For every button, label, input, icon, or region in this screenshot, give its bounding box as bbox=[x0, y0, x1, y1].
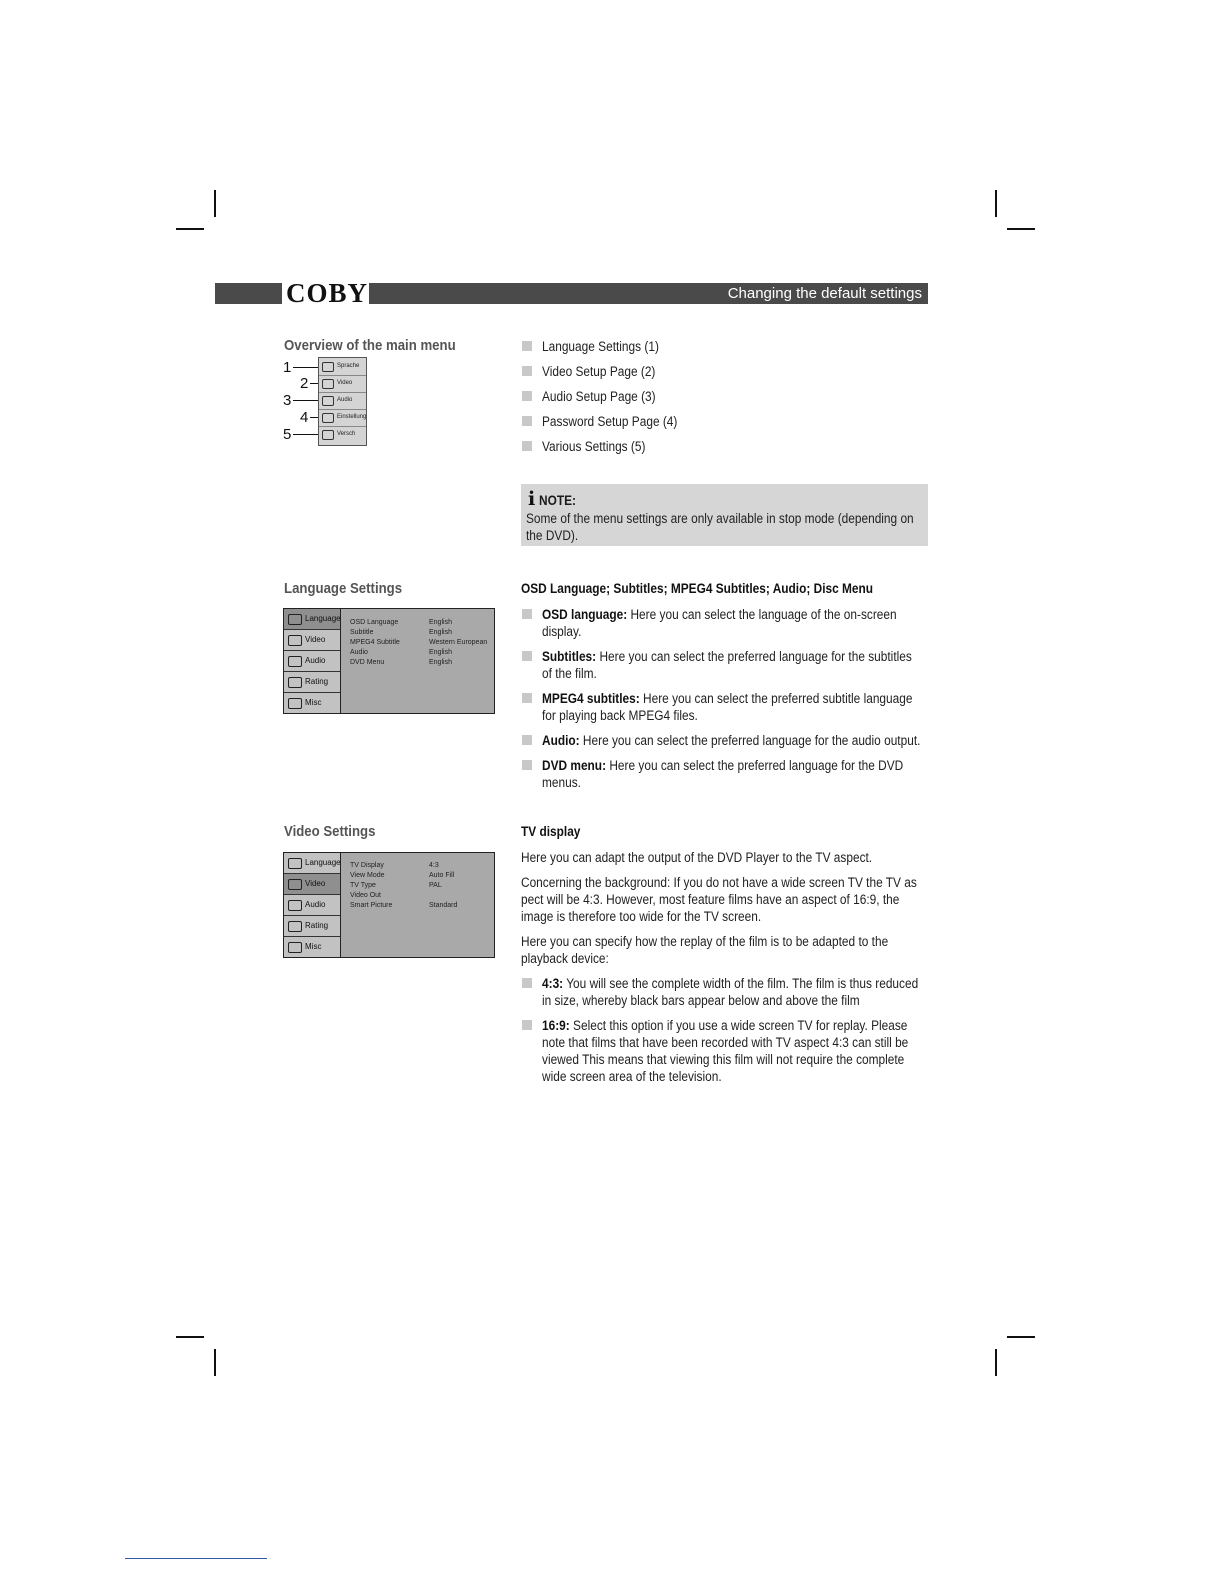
sidebar-item-misc: Misc bbox=[284, 937, 340, 957]
brand-logo: COBY bbox=[286, 278, 369, 308]
option-value: English bbox=[429, 659, 452, 666]
bullet bbox=[522, 416, 532, 426]
sidebar-item-rating: Rating bbox=[284, 672, 340, 693]
list-item: MPEG4 subtitles: Here you can select the preferred subtitle language for playing back MPEG4 files. bbox=[542, 691, 913, 723]
option-name: View Mode bbox=[350, 872, 385, 879]
bullet bbox=[522, 1020, 532, 1030]
crop-mark bbox=[176, 228, 204, 230]
option-name: Video Out bbox=[350, 892, 382, 899]
bullet bbox=[522, 441, 532, 451]
callout-line bbox=[293, 367, 318, 368]
main-menu-item: Versch bbox=[319, 426, 366, 443]
option-value: English bbox=[429, 649, 452, 656]
callout-number: 5 bbox=[283, 426, 292, 443]
note-body: Some of the menu settings are only available in stop mode (depending on the DVD). bbox=[526, 511, 914, 543]
callout-line bbox=[310, 383, 318, 384]
callout-number: 4 bbox=[300, 409, 309, 426]
bullet bbox=[522, 735, 532, 745]
video-subheading: TV display bbox=[521, 824, 581, 839]
list-item: Various Settings (5) bbox=[542, 439, 646, 454]
bullet bbox=[522, 651, 532, 661]
crop-mark bbox=[1007, 228, 1035, 230]
crop-mark bbox=[1007, 1336, 1035, 1338]
option-name: Audio bbox=[350, 649, 368, 656]
crop-mark bbox=[176, 1336, 204, 1338]
misc-icon bbox=[288, 698, 302, 709]
bullet bbox=[522, 341, 532, 351]
sidebar-item-audio: Audio bbox=[284, 895, 340, 916]
tv-icon bbox=[322, 379, 334, 389]
option-value: Auto Fill bbox=[429, 872, 455, 879]
bullet bbox=[522, 760, 532, 770]
list-item: Video Setup Page (2) bbox=[542, 364, 656, 379]
list-item: Language Settings (1) bbox=[542, 339, 659, 354]
list-item: OSD language: Here you can select the language of the on-screen display. bbox=[542, 607, 897, 639]
language-menu-screenshot bbox=[283, 608, 495, 714]
option-name: TV Type bbox=[350, 882, 376, 889]
bullet bbox=[522, 693, 532, 703]
language-icon bbox=[288, 858, 302, 869]
paragraph: Here you can adapt the output of the DVD Player to the TV aspect. bbox=[521, 850, 873, 865]
section-title: Changing the default settings bbox=[727, 285, 922, 302]
option-name: DVD Menu bbox=[350, 659, 385, 666]
callout-line bbox=[293, 434, 318, 435]
callout-number: 1 bbox=[283, 359, 292, 376]
option-value: English bbox=[429, 629, 452, 636]
sidebar-item-rating: Rating bbox=[284, 916, 340, 937]
callout-line bbox=[293, 400, 318, 401]
footer-line bbox=[125, 1558, 267, 1559]
speaker-icon bbox=[322, 396, 334, 406]
list-item: 16:9: Select this option if you use a wide screen TV for replay. Please note that films that have been recorded with TV aspect 4:3 can still be viewed This means that viewing this film will not require the complete wide screen area of the television. bbox=[542, 1018, 909, 1084]
video-heading: Video Settings bbox=[284, 823, 376, 840]
misc-icon bbox=[288, 942, 302, 953]
main-menu-item: Einstellung bbox=[319, 409, 366, 427]
bullet bbox=[522, 391, 532, 401]
option-name: MPEG4 Subtitle bbox=[350, 639, 400, 646]
option-value: PAL bbox=[429, 882, 442, 889]
crop-mark bbox=[214, 1349, 216, 1376]
language-heading: Language Settings bbox=[284, 580, 403, 597]
paragraph: Here you can specify how the replay of the film is to be adapted to the playback device: bbox=[521, 934, 889, 966]
menu-sidebar bbox=[284, 853, 341, 957]
bullet bbox=[522, 978, 532, 988]
list-item: Audio: Here you can select the preferred language for the audio output. bbox=[542, 733, 921, 748]
main-menu-item: Sprache bbox=[319, 358, 366, 376]
option-value: English bbox=[429, 619, 452, 626]
list-item: Audio Setup Page (3) bbox=[542, 389, 656, 404]
sidebar-item-misc: Misc bbox=[284, 693, 340, 713]
option-name: Smart Picture bbox=[350, 902, 393, 909]
main-menu-item: Audio bbox=[319, 392, 366, 410]
sidebar-item-language: Language bbox=[284, 609, 340, 630]
list-item: 4:3: You will see the complete width of the film. The film is thus reduced in size, whereby black bars appear below and above the film bbox=[542, 976, 919, 1008]
overview-heading: Overview of the main menu bbox=[284, 337, 456, 354]
list-item: DVD menu: Here you can select the preferred language for the DVD menus. bbox=[542, 758, 904, 790]
option-value: Standard bbox=[429, 902, 458, 909]
sidebar-item-video: Video bbox=[284, 874, 340, 895]
option-name: Subtitle bbox=[350, 629, 374, 636]
language-icon bbox=[288, 614, 302, 625]
option-name: TV Display bbox=[350, 862, 384, 869]
lock-icon bbox=[288, 921, 302, 932]
menu-sidebar bbox=[284, 609, 341, 713]
sidebar-item-video: Video bbox=[284, 630, 340, 651]
list-item: Password Setup Page (4) bbox=[542, 414, 678, 429]
header-bar-left bbox=[215, 283, 282, 304]
sidebar-item-audio: Audio bbox=[284, 651, 340, 672]
crop-mark bbox=[995, 1349, 997, 1376]
paragraph: Concerning the background: If you do not have a wide screen TV the TV as pect will be 4:3. However, most feature films have an aspect of 16:9, the image is therefore too wide for the TV screen. bbox=[521, 875, 917, 924]
list-item: Subtitles: Here you can select the preferred language for the subtitles of the film. bbox=[542, 649, 912, 681]
option-name: OSD Language bbox=[350, 619, 399, 626]
callout-number: 2 bbox=[300, 375, 309, 392]
option-value: Western European bbox=[429, 639, 488, 646]
callout-line bbox=[310, 417, 318, 418]
option-value: 4:3 bbox=[429, 862, 439, 869]
info-icon: i bbox=[528, 488, 536, 510]
bullet bbox=[522, 366, 532, 376]
language-subheading: OSD Language; Subtitles; MPEG4 Subtitles; Audio; Disc Menu bbox=[521, 581, 874, 596]
bullet bbox=[522, 609, 532, 619]
misc-icon bbox=[322, 430, 334, 440]
language-icon bbox=[322, 362, 334, 372]
callout-number: 3 bbox=[283, 392, 292, 409]
header-bar bbox=[369, 283, 928, 304]
lock-icon bbox=[322, 413, 334, 423]
note-title: NOTE: bbox=[539, 493, 576, 508]
speaker-icon bbox=[288, 656, 302, 667]
lock-icon bbox=[288, 677, 302, 688]
tv-icon bbox=[288, 879, 302, 890]
main-menu-diagram bbox=[318, 357, 367, 446]
video-menu-screenshot bbox=[283, 852, 495, 958]
sidebar-item-language: Language bbox=[284, 853, 340, 874]
tv-icon bbox=[288, 635, 302, 646]
main-menu-item: Video bbox=[319, 375, 366, 393]
speaker-icon bbox=[288, 900, 302, 911]
crop-mark bbox=[995, 190, 997, 217]
crop-mark bbox=[214, 190, 216, 217]
